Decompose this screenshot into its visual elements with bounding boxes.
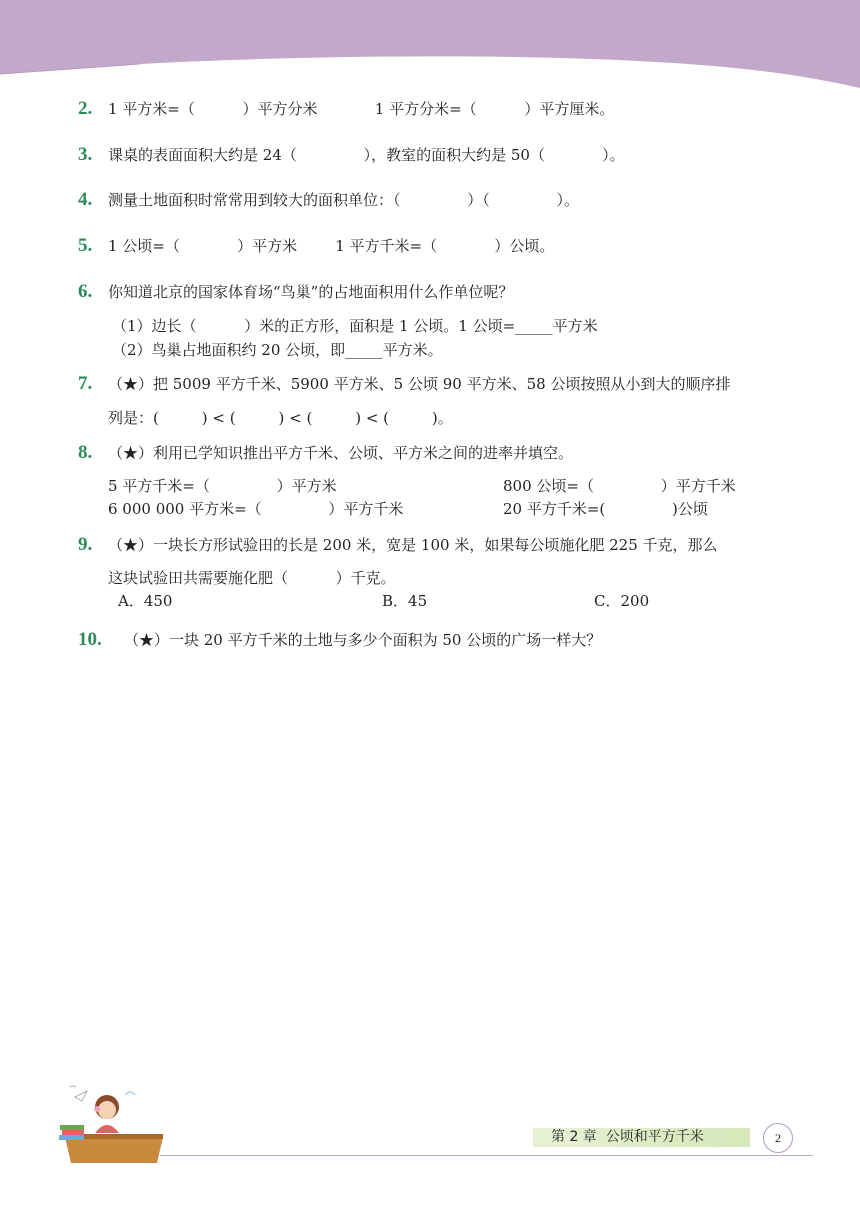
question-2-text: 1 平方米=（ ）平方分米 1 平方分米=（ ）平方厘米。	[108, 100, 615, 118]
question-number-8: 8.	[78, 442, 93, 463]
question-number-9: 9.	[78, 534, 93, 555]
question-7-text: （★）把 5009 平方千米、5900 平方米、5 公顷 90 平方米、58 公顷按照从小到大的顺序排	[108, 375, 731, 393]
student-at-desk-illustration	[55, 1085, 170, 1165]
question-8-blank-a: 5 平方千米=（ ）平方米	[108, 477, 337, 495]
question-6-part-2: （2）鸟巢占地面积约 20 公顷，即_____平方米。	[112, 341, 443, 359]
question-10-text: （★）一块 20 平方千米的土地与多少个面积为 50 公顷的广场一样大？	[124, 631, 602, 649]
chapter-title: 第 2 章 公顷和平方千米	[551, 1129, 704, 1145]
page-number: 2	[763, 1123, 793, 1153]
question-9-text-line-2: 这块试验田共需要施化肥（ ）千克。	[108, 569, 396, 587]
question-9-option-c: C．200	[594, 592, 650, 610]
question-8-text: （★）利用已学知识推出平方千米、公顷、平方米之间的进率并填空。	[108, 444, 574, 462]
question-8-blank-c: 6 000 000 平方米=（ ）平方千米	[108, 500, 404, 518]
question-number-7: 7.	[78, 373, 93, 394]
question-7-answer-line: 列是：( ) < ( ) < ( ) < ( )。	[108, 409, 453, 427]
question-6-part-1: （1）边长（ ）米的正方形，面积是 1 公顷。1 公顷=_____平方米	[112, 317, 598, 335]
question-number-4: 4.	[78, 189, 93, 210]
question-6-text: 你知道北京的国家体育场“鸟巢”的占地面积用什么作单位呢？	[108, 283, 514, 301]
question-5-text: 1 公顷=（ ）平方米 1 平方千米=（ ）公顷。	[108, 237, 555, 255]
question-number-3: 3.	[78, 144, 93, 165]
question-8-blank-d: 20 平方千米=( )公顷	[503, 500, 708, 518]
question-8-blank-b: 800 公顷=（ ）平方千米	[503, 477, 736, 495]
question-9-option-b: B．45	[382, 592, 428, 610]
question-9-option-a: A．450	[118, 592, 173, 610]
question-4-text: 测量土地面积时常常用到较大的面积单位：（ ）（ ）。	[108, 191, 580, 209]
footer-rule	[160, 1155, 813, 1156]
header-wave-band	[0, 0, 860, 90]
question-3-text: 课桌的表面面积大约是 24（ ），教室的面积大约是 50（ ）。	[108, 146, 625, 164]
question-9-text: （★）一块长方形试验田的长是 200 米，宽是 100 米，如果每公顷施化肥 225 千克，那么	[108, 536, 718, 554]
question-number-10: 10.	[78, 629, 102, 650]
question-number-5: 5.	[78, 235, 93, 256]
question-number-6: 6.	[78, 281, 93, 302]
question-number-2: 2.	[78, 98, 93, 119]
